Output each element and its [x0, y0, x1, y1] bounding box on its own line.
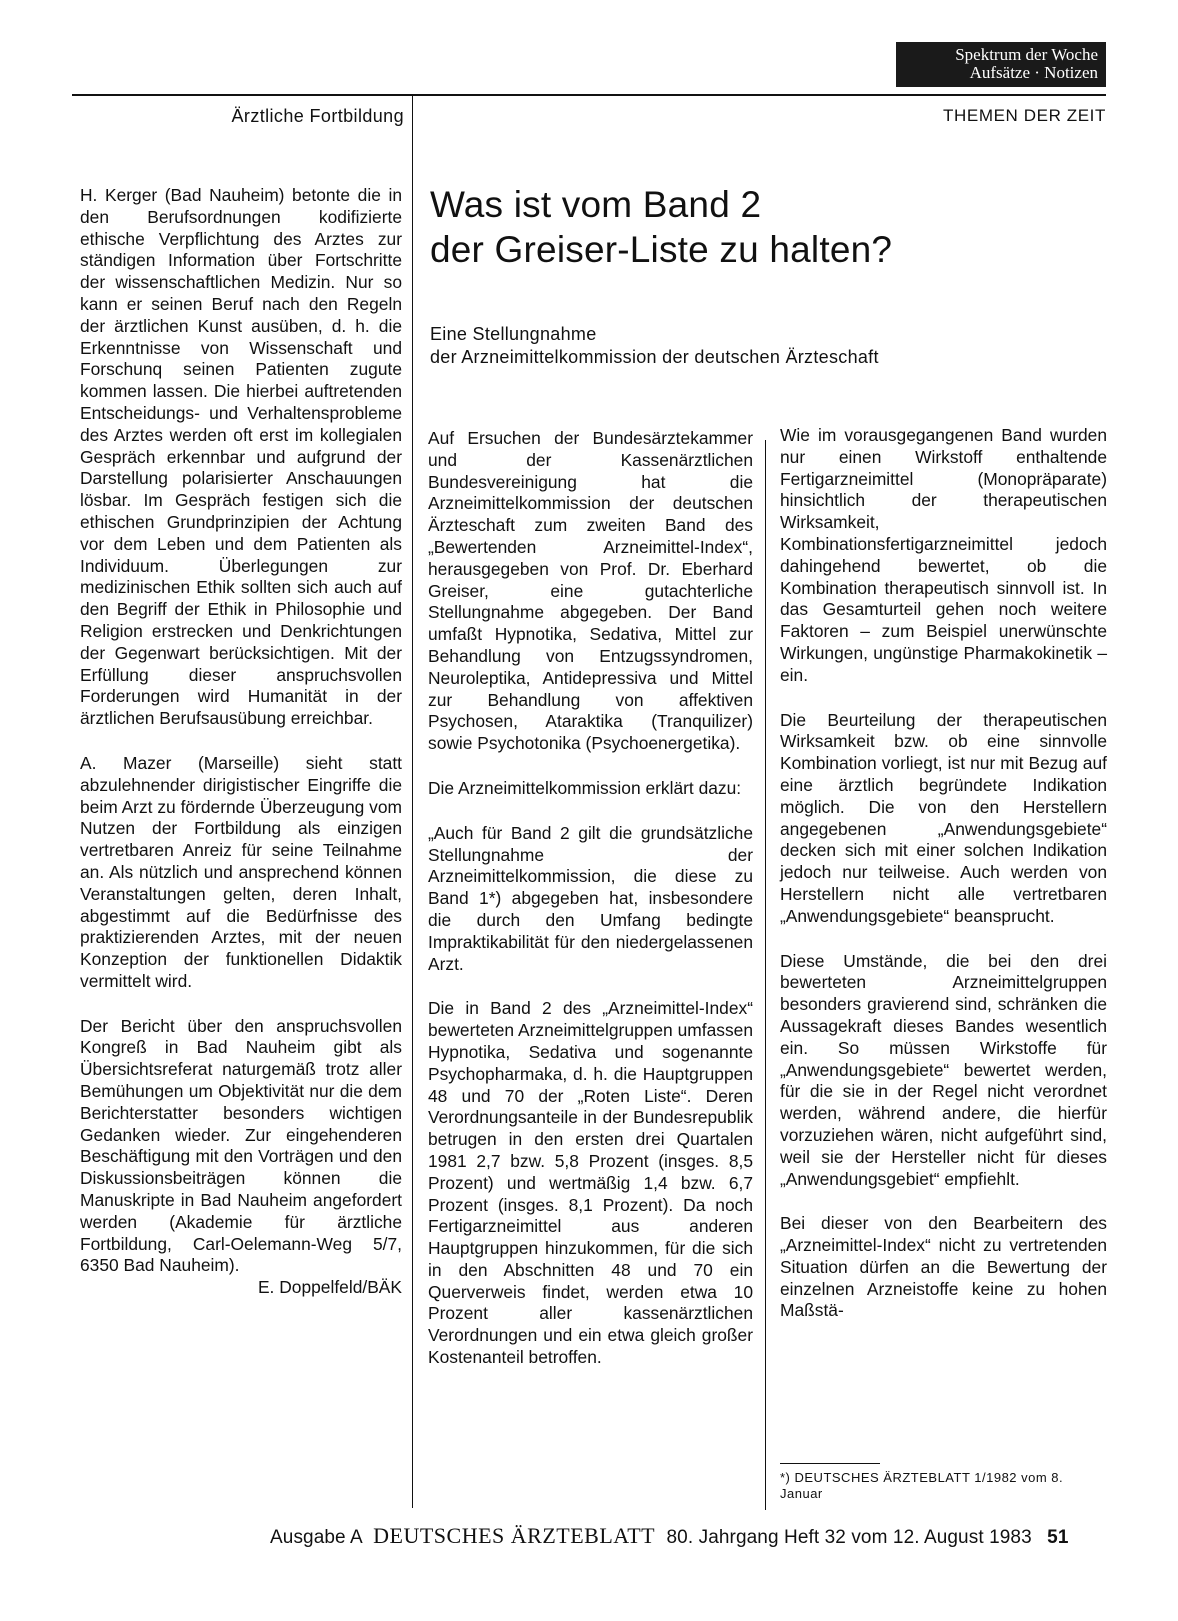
- page-number: 51: [1047, 1527, 1069, 1548]
- paragraph-mazer: A. Mazer (Marseille) sieht statt abzulehnender dirigistischer Eingriffe die beim Arzt zu fördernde Überzeugung vom Nutzen der Fortbildung als einzigen vertretbaren Anreiz für seine Teilnahme an. Als nützlich und ansprechend können Veranstaltungen gelten, deren Inhalt, abgestimmt auf die Bedürfnisse des praktizierenden Arztes, mit der neuen Konzeption der funktionellen Didaktik vermittelt wird.: [80, 752, 402, 991]
- paragraph-bearbeiter: Bei dieser von den Bearbeitern des „Arzneimittel-Index“ nicht zu vertretenden Situation dürfen an die Bewertung der einzelnen Arzneistoffe keine zu hohen Maßstä-: [780, 1213, 1107, 1321]
- column-divider-right: [765, 440, 766, 1510]
- paragraph-umstaende: Diese Umstände, die bei den drei bewerteten Arzneimittelgruppen besonders gravierend sind, schränken die Aussagekraft dieses Bandes wesentlich ein. So müssen Wirkstoffe für „Anwendungsgebiete“ bewertet werden, für die sie in der Regel nicht verordnet werden, während andere, die hierfür vorzuziehen wären, nicht aufgeführt sind, weil sie der Hersteller nicht für dieses „Anwendungsgebiet“ empfiehlt.: [780, 950, 1107, 1189]
- footer-edition: Ausgabe A: [270, 1527, 362, 1548]
- section-badge: [896, 42, 1106, 87]
- title-line-1: Was ist vom Band 2: [430, 184, 762, 225]
- left-column: [80, 185, 402, 1299]
- paragraph-beurteilung: Die Beurteilung der therapeutischen Wirksamkeit bzw. ob eine sinnvolle Kombination vorliegt, ist nur mit Bezug auf eine ärztlich begründete Indikation möglich. Die von den Herstellern angegebenen „Anwendungsgebiete“ decken sich mit einer solchen Indikation jedoch nur teilweise. Auch werden von Herstellern nicht alle vertretbaren „Anwendungsgebiete“ beansprucht.: [780, 709, 1107, 926]
- middle-column: [428, 428, 753, 1392]
- article-subtitle: [430, 323, 1110, 369]
- paragraph-vorausgegangen: Wie im vorausgegangenen Band wurden nur einen Wirkstoff enthaltende Fertigarzneimittel (Monopräparate) hinsichtlich der therapeutischen Wirksamkeit, Kombinationsfertigarzneimittel jedoch dahingehend bewertet, ob die Kombination therapeutisch sinnvoll ist. In das Gesamturteil gehen noch weitere Faktoren – zum Beispiel unerwünschte Wirkungen, ungünstige Pharmakokinetik – ein.: [780, 425, 1107, 685]
- badge-line-1: Spektrum der Woche: [955, 45, 1098, 64]
- header-rule: [72, 94, 1106, 96]
- badge-line-2: Aufsätze · Notizen: [969, 63, 1098, 82]
- footer-issue: 80. Jahrgang Heft 32 vom 12. August 1983: [666, 1527, 1032, 1548]
- paragraph-ersuchen: Auf Ersuchen der Bundesärztekammer und der Kassenärztlichen Bundesvereinigung hat die Arzneimittelkommission der deutschen Ärzteschaft zum zweiten Band des „Bewertenden Arzneimittel-Index“, herausgegeben von Prof. Dr. Eberhard Greiser, eine gutachterliche Stellungnahme abgegeben. Der Band umfaßt Hypnotika, Sedativa, Mittel zur Behandlung von Entzugssyndromen, Neuroleptika, Antidepressiva und Mittel zur Behandlung von affektiven Psychosen, Ataraktika (Tranquilizer) sowie Psychotonika (Psychoenergetika).: [428, 428, 753, 754]
- running-head-right: THEMEN DER ZEIT: [943, 106, 1106, 125]
- page-footer: [270, 1523, 1069, 1549]
- subtitle-line-2: der Arzneimittelkommission der deutschen Ärzteschaft: [430, 347, 879, 367]
- right-column: [780, 425, 1107, 1345]
- paragraph-bericht: Der Bericht über den anspruchsvollen Kongreß in Bad Nauheim gibt als Übersichtsreferat naturgemäß trotz aller Bemühungen um Objektivität nur die dem Berichterstatter besonders wichtigen Gedanken wieder. Zur eingehenderen Beschäftigung mit den Vorträgen und den Diskussionsbeiträgen können die Manuskripte in Bad Nauheim angefordert werden (Akademie für ärztliche Fortbildung, Carl-Oelemann-Weg 5/7, 6350 Bad Nauheim).: [80, 1015, 402, 1276]
- paragraph-band2: „Auch für Band 2 gilt die grundsätzliche Stellungnahme der Arzneimittelkommission, die diese zu Band 1*) abgegeben hat, insbesondere die durch den Umfang bedingte Impraktikabilität für den niedergelassenen Arzt.: [428, 822, 753, 974]
- paragraph-erklaert: Die Arzneimittelkommission erklärt dazu:: [428, 777, 742, 798]
- article-title: [430, 182, 1110, 272]
- column-divider-left: [412, 96, 413, 1508]
- subtitle-line-1: Eine Stellungnahme: [430, 324, 597, 344]
- author-signature: E. Doppelfeld/BÄK: [257, 1277, 402, 1298]
- footnote-rule: [780, 1463, 880, 1464]
- running-head-left: Ärztliche Fortbildung: [231, 106, 404, 126]
- paragraph-kerger: H. Kerger (Bad Nauheim) betonte die in den Berufsordnungen kodifizierte ethische Verpflichtung des Arztes zur ständigen Information über Fortschritte der wissenschaftlichen Medizin. Nur so kann er seinen Beruf nach den Regeln der ärztlichen Kunst ausüben, d. h. die Erkenntnisse von Wissenschaft und Forschunq seinen Patienten zugute kommen lassen. Die hierbei auftretenden Entscheidungs- und Verhaltensprobleme des Arztes werden oft erst im kollegialen Gespräch erkennbar und aufgrund der Darstellung polarisierter Anschauungen lösbar. Im Gespräch festigen sich die ethischen Grundprinzipien der Achtung vor dem Leben und dem Patienten als Individuum. Überlegungen zur medizinischen Ethik sollten sich auch auf den Begriff der Ethik in Philosophie und Religion erstrecken und Denkrichtungen der Gegenwart berücksichtigen. Mit der Erfüllung dieser anspruchsvollen Forderungen wird Humanität in der ärztlichen Berufsausübung erreichbar.: [80, 185, 402, 729]
- title-line-2: der Greiser-Liste zu halten?: [430, 229, 893, 270]
- footnote: *) DEUTSCHES ÄRZTEBLATT 1/1982 vom 8. Januar: [780, 1470, 1064, 1501]
- paragraph-gruppen: Die in Band 2 des „Arzneimittel-Index“ bewerteten Arzneimittelgruppen umfassen Hypnotika, Sedativa und sogenannte Psychopharmaka, d. h. die Hauptgruppen 48 und 70 der „Roten Liste“. Deren Verordnungsanteile in der Bundesrepublik betrugen in den ersten drei Quartalen 1981 2,7 bzw. 5,8 Prozent (insges. 8,5 Prozent) und wertmäßig 1,4 bzw. 6,7 Prozent (insges. 8,1 Prozent). Da noch Fertigarzneimittel aus anderen Hauptgruppen hinzukommen, für die sich in den Abschnitten 48 und 70 ein Querverweis findet, werden etwa 10 Prozent aller kassenärztlichen Verordnungen und ein etwa gleich großer Kostenanteil betroffen.: [428, 998, 753, 1368]
- footer-journal: DEUTSCHES ÄRZTEBLATT: [373, 1523, 656, 1548]
